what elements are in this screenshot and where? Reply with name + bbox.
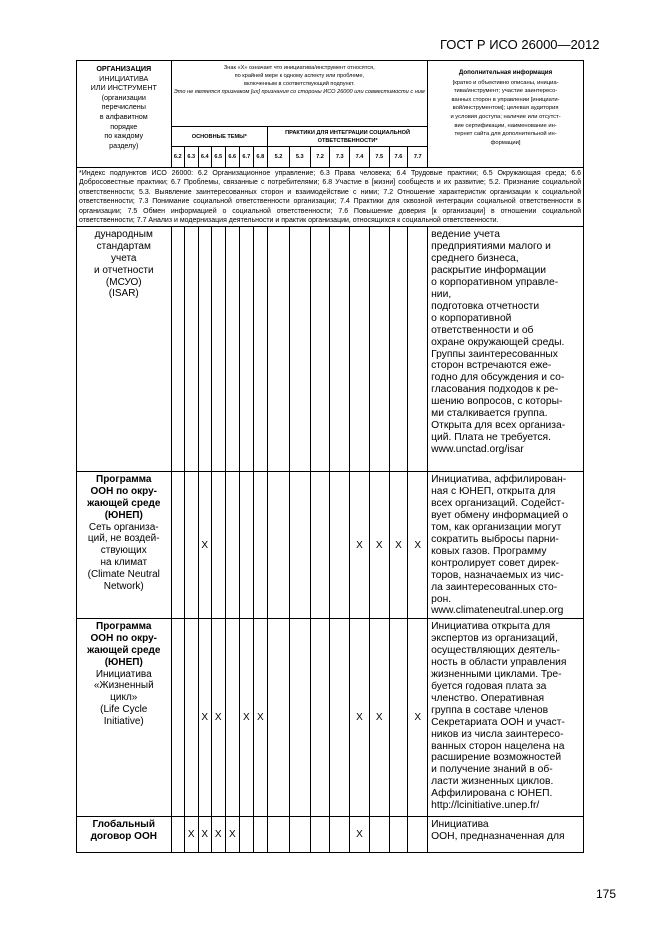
info-line: рон. (431, 593, 452, 605)
marking-legend (171, 61, 428, 127)
info-line: Инициатива (431, 819, 489, 831)
info-line: ответственности и об (431, 324, 534, 336)
organization-cell (77, 817, 172, 853)
mark-cell-7-5 (369, 817, 389, 853)
info-line: членство. Оперативная (431, 692, 545, 704)
initiative-name-line: (ISAR) (108, 288, 139, 300)
info-line: Инициатива, аффилирован- (431, 474, 567, 486)
legend-line: по крайней мере к одному аспекту или проблеме, (234, 72, 365, 79)
mark-cell-6-2 (171, 817, 185, 853)
organization-name-line: (ЮНЕП) (104, 509, 143, 521)
mark-cell-7-4 (350, 227, 370, 472)
mark-cell-5-2 (268, 472, 290, 619)
subclause-column-6-2: 6.2 (171, 147, 185, 168)
info-line: шению вопросов, с которы- (431, 396, 563, 408)
info-line: экспертов из организаций, (431, 633, 558, 645)
additional-info-title: Дополнительная информация (458, 69, 553, 76)
additional-info-description (428, 79, 583, 148)
mark-cell-6-5 (212, 472, 226, 619)
organization-column-subtitle-line: разделу) (109, 140, 139, 150)
mark-cell-7-5: X (369, 619, 389, 817)
info-line: том, как организации могут (431, 522, 562, 534)
subclause-column-6-4: 6.4 (198, 147, 212, 168)
mark-cell-7-2 (310, 472, 330, 619)
info-line: ла заинтересованных сто- (431, 581, 558, 593)
info-line: ций. Плата не требуется. (431, 431, 551, 443)
mark-cell-6-4 (198, 227, 212, 472)
mark-cell-7-6 (389, 227, 408, 472)
organization-cell (77, 472, 172, 619)
mark-cell-7-3 (330, 817, 350, 853)
info-line: ников из числа заинтересо- (431, 728, 564, 740)
additional-info-cell (428, 817, 584, 853)
info-line: Открыта для всех организа- (431, 419, 566, 431)
additional-info-line: тернет сайта для дополнительной ин- (454, 131, 557, 138)
info-line: вует обмену информацией о (431, 510, 569, 522)
organization-name-line: Программа (96, 474, 152, 486)
subclause-column-7-7: 7.7 (408, 147, 428, 168)
additional-info-header (428, 61, 584, 168)
mark-cell-7-7 (408, 227, 428, 472)
mark-cell-7-7: X (408, 619, 428, 817)
initiative-name-line: Сеть организа- (88, 521, 159, 533)
additional-info-line: и условия доступа; наличие или отсутст- (450, 113, 561, 120)
initiative-name-line: Initiative) (103, 715, 144, 727)
info-line: ванных сторон нацелена на (431, 740, 565, 752)
organization-column-subtitle-line: в алфавитном (99, 111, 148, 121)
mark-cell-6-4: X (198, 472, 212, 619)
mark-cell-7-5 (369, 227, 389, 472)
info-line: о корпоративном управле- (431, 277, 559, 289)
initiative-name-line: (Climate Neutral (87, 568, 160, 580)
organization-name-line: Глобальный (92, 819, 155, 831)
initiative-name-line: и отчетности (93, 264, 154, 276)
info-line: www.unctad.org/isar (431, 443, 524, 455)
info-line: группа в составе членов (431, 704, 549, 716)
subclause-column-5-2: 5.2 (268, 147, 290, 168)
mark-cell-7-3 (330, 227, 350, 472)
mark-cell-6-8 (253, 472, 268, 619)
mark-cell-6-6 (225, 227, 240, 472)
initiative-name-line: ций, не воздей- (87, 533, 160, 545)
initiative-name-line: «Жизненный (93, 680, 154, 692)
mark-cell-7-3 (330, 472, 350, 619)
mark-cell-7-6: X (389, 472, 408, 619)
info-line: жизненными циклами. Тре- (431, 669, 562, 681)
organization-name-line: ООН по окру- (90, 486, 157, 498)
initiative-name-line: ствующих (100, 545, 147, 557)
mark-cell-6-5: X (212, 619, 226, 817)
info-line: о корпоративной (431, 312, 512, 324)
mark-cell-6-7 (240, 227, 254, 472)
mark-cell-6-6 (225, 472, 240, 619)
organization-column-subtitle-line: (организации (101, 92, 146, 102)
initiative-name-line: (Life Cycle (100, 704, 148, 716)
info-line: ми сталкивается группа. (431, 408, 548, 420)
mark-cell-6-7 (240, 472, 254, 619)
mark-cell-7-4: X (350, 472, 370, 619)
mark-cell-6-3: X (185, 817, 199, 853)
info-line: и получение знаний в об- (431, 764, 553, 776)
mark-cell-7-3 (330, 619, 350, 817)
organization-name-line: (ЮНЕП) (104, 656, 143, 668)
mark-cell-6-8 (253, 227, 268, 472)
organization-column-title: ОРГАНИЗАЦИЯ (96, 64, 152, 73)
organization-column-subtitle-line: порядке (110, 121, 138, 131)
subclause-column-7-5: 7.5 (369, 147, 389, 168)
initiatives-table (76, 60, 584, 853)
organization-column-subtitle-line: ИЛИ ИНСТРУМЕНТ (90, 83, 157, 93)
table-row (77, 817, 584, 853)
table-row (77, 227, 584, 472)
organization-name-line: ООН по окру- (90, 633, 157, 645)
mark-cell-5-3 (289, 227, 310, 472)
mark-cell-7-4: X (350, 619, 370, 817)
subclause-column-7-6: 7.6 (389, 147, 408, 168)
info-line: ласти жизненных циклов. (431, 776, 554, 788)
organization-column-subtitle (77, 74, 171, 151)
mark-cell-7-6 (389, 619, 408, 817)
mark-cell-6-7: X (240, 619, 254, 817)
mark-cell-7-6 (389, 817, 408, 853)
additional-info-line: [кратко и объективно описаны, инициа- (452, 79, 559, 86)
info-line: Аффилирована с ЮНЕП. (431, 788, 553, 800)
info-line: гласования подходов к ре- (431, 384, 559, 396)
initiative-name-line: цикл» (110, 692, 138, 704)
info-line: ООН, предназначенная для (431, 831, 565, 843)
subclause-column-7-3: 7.3 (330, 147, 350, 168)
initiative-name-line: дународным (94, 229, 153, 241)
mark-cell-6-5 (212, 227, 226, 472)
mark-cell-5-3 (289, 817, 310, 853)
info-line: контролирует совет дирек- (431, 557, 559, 569)
organization-column-subtitle-line: по каждому (104, 131, 144, 141)
mark-cell-7-7: X (408, 472, 428, 619)
mark-cell-7-4: X (350, 817, 370, 853)
subclause-column-6-8: 6.8 (253, 147, 268, 168)
info-line: ведение учета (431, 229, 500, 241)
mark-cell-6-8: X (253, 619, 268, 817)
initiative-name-line: на климат (100, 557, 148, 569)
mark-cell-6-2 (171, 227, 185, 472)
subclause-index-note: *Индекс подпунктов ИСО 26000: 6.2 Организационное управление; 6.3 Права человека; 6.4 Трудовые практики; 6.5 Окружающая среда; 6.6 Добросовестные практики; 6.7 Проблемы, связанные с потребителями; 6.8 Участие в [жизни] сообществ и их развитие; 5.2. Признание социальной ответственности; 5.3. Выявление заинтересованных сторон и взаимодействие с ними; 7.2 Отношение характеристик организации к социальной ответственности; 7.3 Понимание социальной ответственности организации; 7.4 Практики для сквозной интеграции социальной ответственности в организации; 7.5 Обмен информацией о социальной ответственности; 7.6 Повышение доверия [к организации] в отношении социальной ответственности; 7.7 Анализ и модернизация деятельности и практик организации, относящихся к социальной ответственности. (77, 168, 584, 227)
info-line: нии, (431, 288, 452, 300)
subclause-column-5-3: 5.3 (289, 147, 310, 168)
organization-name-line: договор ООН (90, 831, 157, 843)
mark-cell-6-3 (185, 227, 199, 472)
mark-cell-5-2 (268, 227, 290, 472)
additional-info-line: формации] (490, 139, 521, 146)
initiative-name-line: (МСУО) (105, 276, 142, 288)
info-line: охране окружающей среды. (431, 336, 565, 348)
info-line: буется годовая плата за (431, 680, 547, 692)
info-line: подготовка отчетности (431, 300, 540, 312)
info-line: годно для обсуждения и со- (431, 372, 565, 384)
subclause-column-6-7: 6.7 (240, 147, 254, 168)
info-line: торов, назначаемых из чис- (431, 569, 564, 581)
mark-cell-6-7 (240, 817, 254, 853)
mark-cell-6-3 (185, 619, 199, 817)
info-line: сторон встречаются еже- (431, 360, 552, 372)
additional-info-line: вой/инструментом]; целевая аудитория (452, 105, 559, 112)
info-line: ковых газов. Программу (431, 545, 547, 557)
legend-line: Знак «Х» означает что инициатива/инструмент относятся, (223, 65, 375, 71)
additional-info-cell (428, 227, 584, 472)
additional-info-cell (428, 619, 584, 817)
organization-cell (77, 619, 172, 817)
info-line: ная с ЮНЕП, открыта для (431, 486, 556, 498)
info-line: www.climateneutral.unep.org (431, 605, 564, 617)
mark-cell-7-5: X (369, 472, 389, 619)
integration-practices-header: ПРАКТИКИ ДЛЯ ИНТЕГРАЦИИ СОЦИАЛЬНОЙ ОТВЕТСТВЕННОСТИ* (268, 127, 428, 147)
info-line: всех организаций. Содейст- (431, 498, 565, 510)
subclause-column-7-2: 7.2 (310, 147, 330, 168)
initiative-name-line: Network) (103, 580, 144, 592)
mark-cell-6-5: X (212, 817, 226, 853)
legend-line: включенным в соответствующий подпункт. (244, 80, 355, 87)
info-line: ность в области управления (431, 657, 567, 669)
mark-cell-6-2 (171, 619, 185, 817)
organization-cell (77, 227, 172, 472)
info-line: Инициатива открыта для (431, 621, 551, 633)
info-line: http://lcinitiative.unep.fr/ (431, 800, 540, 812)
mark-cell-7-7 (408, 817, 428, 853)
additional-info-line: тива/инструмент; участие заинтересо- (453, 88, 558, 95)
organization-name-line: Программа (96, 621, 152, 633)
mark-cell-6-6: X (225, 817, 240, 853)
organization-name-line: жающей среде (87, 645, 161, 657)
mark-cell-6-2 (171, 472, 185, 619)
initiative-name-line: учета (111, 253, 137, 265)
document-header-title: ГОСТ Р ИСО 26000—2012 (440, 37, 600, 52)
mark-cell-6-4: X (198, 619, 212, 817)
mark-cell-5-3 (289, 472, 310, 619)
table-row (77, 472, 584, 619)
mark-cell-5-2 (268, 619, 290, 817)
legend-text (172, 65, 428, 89)
info-line: среднего бизнеса, (431, 253, 519, 265)
mark-cell-7-2 (310, 619, 330, 817)
subclause-column-6-6: 6.6 (225, 147, 240, 168)
additional-info-cell (428, 472, 584, 619)
page-number: 175 (596, 887, 617, 901)
organization-column-subtitle-line: перечислены (101, 102, 146, 112)
additional-info-line: ванных сторон в управлении [инициати- (451, 96, 560, 103)
mark-cell-7-2 (310, 227, 330, 472)
table-row (77, 619, 584, 817)
core-subjects-header: ОСНОВНЫЕ ТЕМЫ* (171, 127, 268, 147)
subclause-column-7-4: 7.4 (350, 147, 370, 168)
organization-column-header (77, 61, 172, 168)
subclause-column-6-5: 6.5 (212, 147, 226, 168)
legend-disclaimer: Это не является признаком [их] признания со стороны ИСО 26000 или совместимости с ним (173, 88, 425, 95)
info-line: осуществляющих деятель- (431, 645, 560, 657)
info-line: сократить выбросы парни- (431, 533, 559, 545)
mark-cell-6-4: X (198, 817, 212, 853)
initiative-name-line: Инициатива (95, 668, 152, 680)
mark-cell-5-2 (268, 817, 290, 853)
mark-cell-6-6 (225, 619, 240, 817)
organization-name-line: жающей среде (87, 498, 161, 510)
info-line: раскрытие информации (431, 265, 546, 277)
info-line: предприятиями малого и (431, 241, 551, 253)
mark-cell-6-3 (185, 472, 199, 619)
mark-cell-5-3 (289, 619, 310, 817)
info-line: расширение возможностей (431, 752, 562, 764)
info-line: Секретариата ООН и участ- (431, 716, 565, 728)
subclause-column-6-3: 6.3 (185, 147, 199, 168)
initiative-name-line: стандартам (96, 241, 151, 253)
mark-cell-6-8 (253, 817, 268, 853)
organization-column-subtitle-line: ИНИЦИАТИВА (99, 73, 149, 83)
info-line: Группы заинтересованных (431, 348, 558, 360)
mark-cell-7-2 (310, 817, 330, 853)
additional-info-line: вие сертификации, наименование ин- (454, 122, 557, 129)
